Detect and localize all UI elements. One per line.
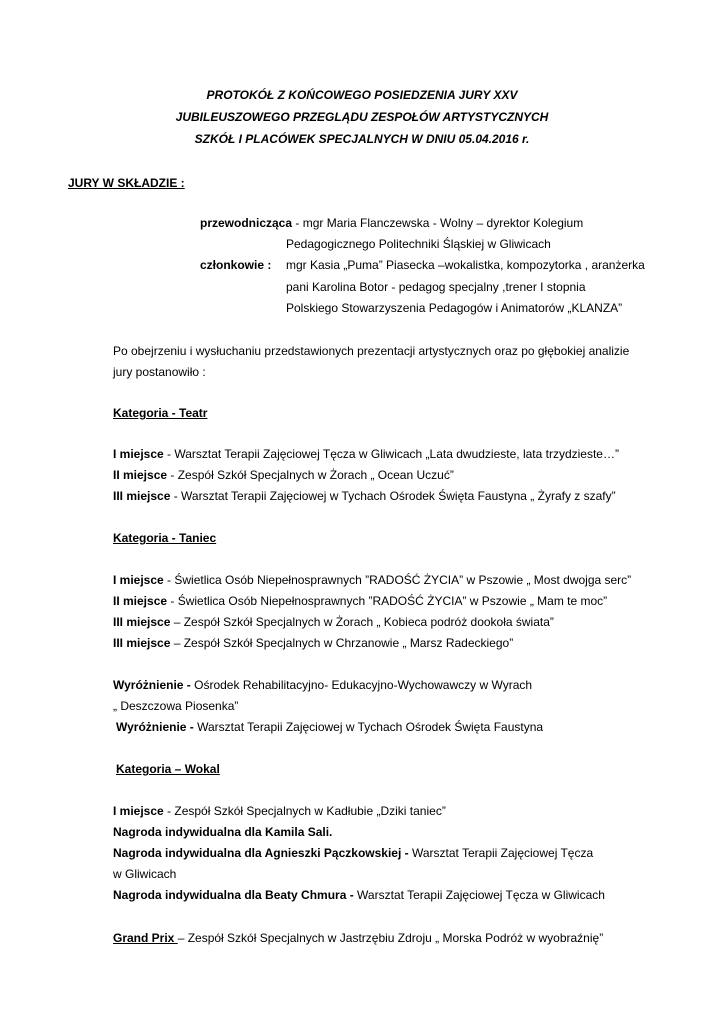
teatr-place-1 [113,447,619,461]
place-text: - Warsztat Terapii Zajęciowej Tęcza w Gliwicach „Lata dwudzieste, lata trzydzieste…” [163,447,619,461]
place-text: – Zespół Szkół Specjalnych w Chrzanowie „ Marsz Radeckiego” [170,636,514,650]
jury-member-3: Polskiego Stowarzyszenia Pedagogów i Animatorów „KLANZA” [286,301,623,315]
place-text: - Świetlica Osób Niepełnosprawnych ”RADOŚĆ ŻYCIA” w Pszowie „ Mam te moc” [167,594,608,608]
jury-chair-label: przewodnicząca [200,216,293,230]
award-text: Warsztat Terapii Zajęciowej Tęcza [408,846,594,860]
place-text: - Zespół Szkół Specjalnych w Żorach „ Ocean Uczuć” [167,468,454,482]
taniec-heading: Kategoria - Taniec [113,531,217,545]
award-label: Nagroda indywidualna dla Beaty Chmura - [113,888,354,902]
jury-member-2: pani Karolina Botor - pedagog specjalny ,trener I stopnia [286,280,586,294]
jury-chair-continuation: Pedagogicznego Politechniki Śląskiej w Gliwicach [286,237,551,251]
place-label: III miejsce [113,636,171,650]
title-line-1: PROTOKÓŁ Z KOŃCOWEGO POSIEDZENIA JURY XXV [206,88,518,102]
distinction-label: Wyróżnienie - [113,678,191,692]
wokal-award-2-continuation: w Gliwicach [113,867,177,881]
award-text: Warsztat Terapii Zajęciowej Tęcza w Gliwicach [353,888,605,902]
wokal-award-3 [113,888,605,902]
grand-prix [113,931,603,945]
jury-chair-text: - mgr Maria Flanczewska - Wolny – dyrektor Kolegium [292,216,584,230]
place-label: II miejsce [113,594,168,608]
place-text: - Świetlica Osób Niepełnosprawnych ”RADOŚĆ ŻYCIA” w Pszowie „ Most dwojga serc” [163,573,632,587]
place-text: - Warsztat Terapii Zajęciowej w Tychach Ośrodek Święta Faustyna „ Żyrafy z szafy” [170,489,616,503]
award-label: Nagroda indywidualna dla Agnieszki Pączkowskiej - [113,846,409,860]
title-line-2: JUBILEUSZOWEGO PRZEGLĄDU ZESPOŁÓW ARTYSTYCZNYCH [175,110,549,124]
wokal-place-1 [113,804,446,818]
place-label: III miejsce [113,489,171,503]
taniec-distinction-2 [116,720,543,734]
wokal-award-2 [113,846,593,860]
distinction-text: Warsztat Terapii Zajęciowej w Tychach Ośrodek Święta Faustyna [193,720,544,734]
wokal-heading: Kategoria – Wokal [116,762,220,776]
place-label: I miejsce [113,447,164,461]
taniec-place-3 [113,615,554,629]
grand-prix-label: Grand Prix [113,931,178,945]
teatr-heading: Kategoria - Teatr [113,406,208,420]
taniec-place-4 [113,636,513,650]
teatr-place-3 [113,489,616,503]
place-label: II miejsce [113,468,168,482]
teatr-place-2 [113,468,454,482]
jury-member-1: mgr Kasia „Puma” Piasecka –wokalistka, kompozytorka , aranżerka [286,258,645,272]
grand-prix-text: – Zespół Szkół Specjalnych w Jastrzębiu Zdroju „ Morska Podróż w wyobraźnię” [177,931,604,945]
place-label: I miejsce [113,804,164,818]
title-line-3: SZKÓŁ I PLACÓWEK SPECJALNYCH W DNIU 05.04.2016 r. [194,132,530,146]
taniec-place-1 [113,573,631,587]
distinction-text: Ośrodek Rehabilitacyjno- Edukacyjno-Wychowawczy w Wyrach [190,678,533,692]
taniec-distinction-1-continuation: „ Deszczowa Piosenka” [113,699,239,713]
place-label: I miejsce [113,573,164,587]
distinction-label: Wyróżnienie - [116,720,194,734]
intro-line-1: Po obejrzeniu i wysłuchaniu przedstawionych prezentacji artystycznych oraz po głębokiej analizie [113,344,630,358]
place-text: - Zespół Szkół Specjalnych w Kadłubie „Dziki taniec” [163,804,446,818]
place-label: III miejsce [113,615,171,629]
taniec-distinction-1 [113,678,532,692]
jury-chair [200,216,583,230]
wokal-award-1: Nagroda indywidualna dla Kamila Sali. [113,825,333,839]
place-text: – Zespół Szkół Specjalnych w Żorach „ Kobieca podróż dookoła świata” [170,615,554,629]
jury-members-label: członkowie : [200,258,272,272]
intro-line-2: jury postanowiło : [113,365,206,379]
taniec-place-2 [113,594,607,608]
jury-heading: JURY W SKŁADZIE : [68,176,185,190]
